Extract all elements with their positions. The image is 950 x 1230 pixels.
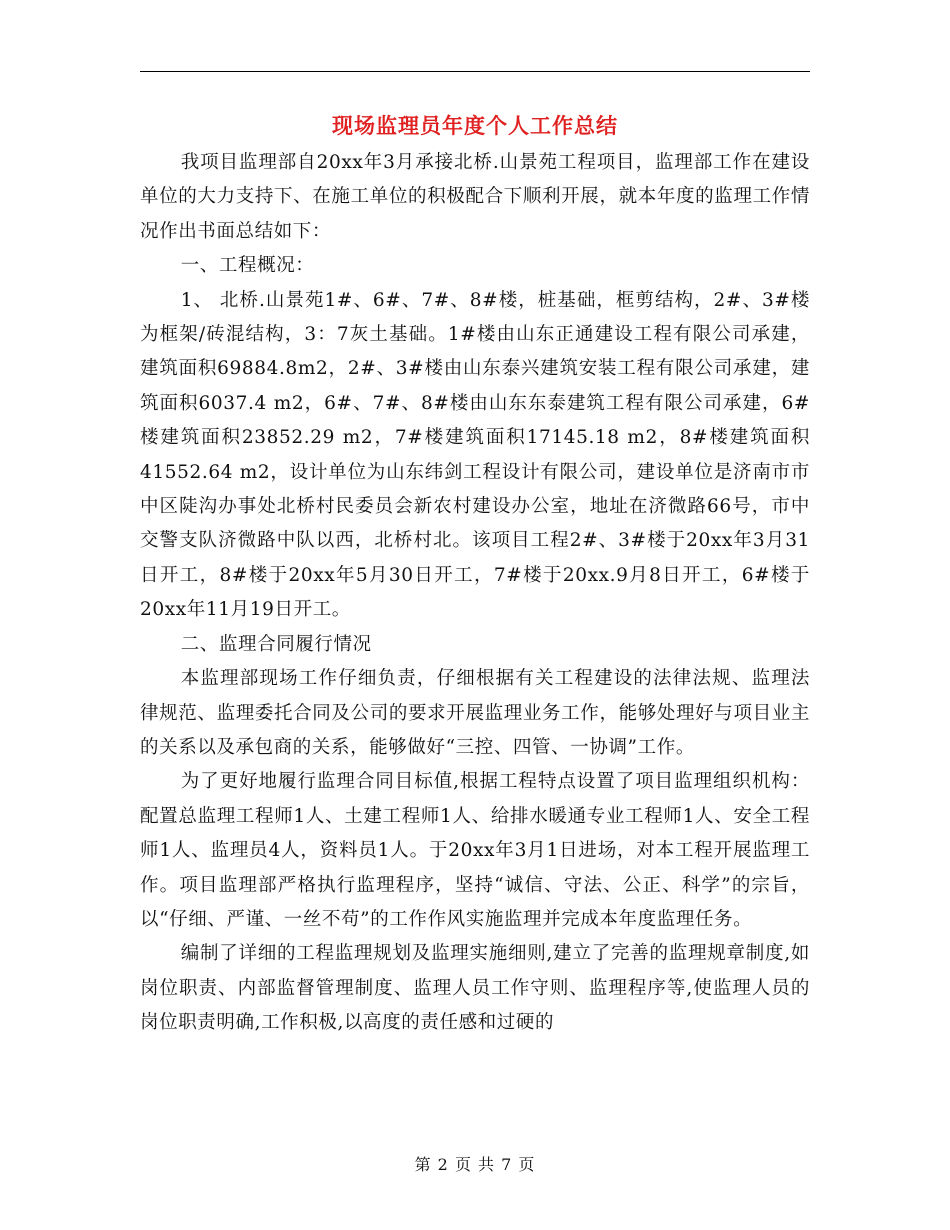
- paragraph-intro: 我项目监理部自20xx年3月承接北桥.山景苑工程项目，监理部工作在建设单位的大力支持下、在施工单位的积极配合下顺利开展，就本年度的监理工作情况作出书面总结如下：: [140, 152, 810, 242]
- document-body: [140, 146, 810, 1041]
- page-footer: 第 2 页 共 7 页: [414, 1155, 536, 1174]
- paragraph-project-overview: 1、 北桥.山景苑1#、6#、7#、8#楼，桩基础，框剪结构，2#、3#楼为框架/砖混结构，3：7灰土基础。1#楼由山东正通建设工程有限公司承建，建筑面积69884.8m2，2#、3#楼由山东泰兴建筑安装工程有限公司承建，建筑面积6037.4 m2，6#、7#、8#楼由山东东泰建筑工程有限公司承建，6#楼建筑面积23852.29 m2，7#楼建筑面积17145.18 m2，8#楼建筑面积41552.64 m2，设计单位为山东纬剑工程设计有限公司，建设单位是济南市市中区陡沟办事处北桥村民委员会新农村建设办公室，地址在济微路66号，市中交警支队济微路中队以西，北桥村北。该项目工程2#、3#楼于20xx年3月31日开工，8#楼于20xx年5月30日开工，7#楼于20xx.9月8日开工，6#楼于20xx年11月19日开工。: [140, 289, 810, 621]
- header-rule: [140, 71, 810, 72]
- paragraph-contract-performance: 本监理部现场工作仔细负责，仔细根据有关工程建设的法律法规、监理法律规范、监理委托合同及公司的要求开展监理业务工作，能够处理好与项目业主的关系以及承包商的关系，能够做好“三控、四管、一协调”工作。: [140, 668, 810, 758]
- paragraph-organization: 为了更好地履行监理合同目标值,根据工程特点设置了项目监理组织机构：配置总监理工程师1人、土建工程师1人、给排水暖通专业工程师1人、安全工程师1人、监理员4人，资料员1人。于20xx年3月1日进场，对本工程开展监理工作。项目监理部严格执行监理程序，坚持“诚信、守法、公正、科学”的宗旨，以“仔细、严谨、一丝不苟”的工作作风实施监理并完成本年度监理任务。: [140, 771, 810, 930]
- document-title: 现场监理员年度个人工作总结: [332, 113, 618, 138]
- paragraph-regulations: 编制了详细的工程监理规划及监理实施细则,建立了完善的监理规章制度,如岗位职责、内部监督管理制度、监理人员工作守则、监理程序等,使监理人员的岗位职责明确,工作积极,以高度的责任感和过硬的: [140, 943, 810, 1034]
- section-heading-overview: 一、工程概况：: [180, 255, 315, 277]
- section-heading-contract: 二、监理合同履行情况: [180, 633, 372, 655]
